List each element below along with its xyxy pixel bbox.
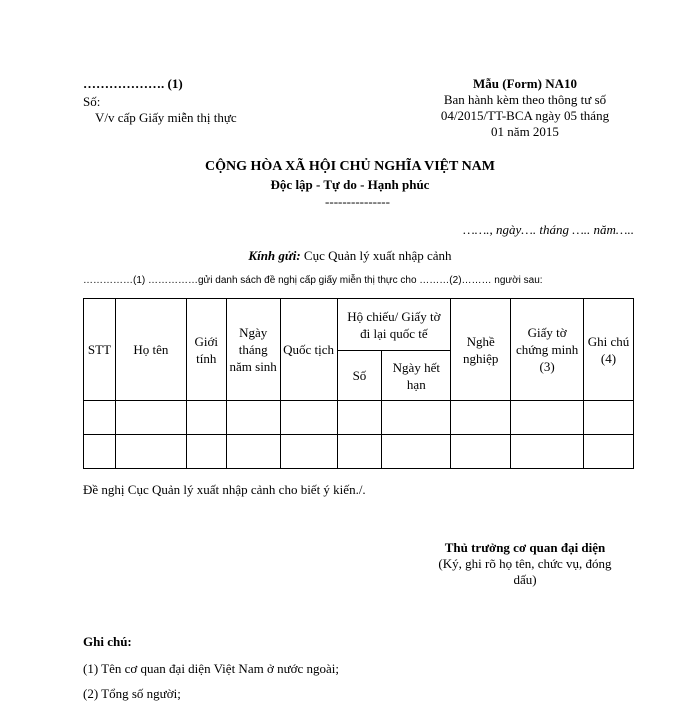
table-cell[interactable]	[337, 401, 382, 435]
table-cell[interactable]	[382, 435, 451, 469]
form-info	[410, 76, 640, 140]
table-row	[84, 435, 634, 469]
table-cell[interactable]	[84, 435, 116, 469]
addressee-label: Kính gửi:	[248, 248, 301, 263]
notes-heading: Ghi chú:	[83, 634, 132, 649]
col-header-passport	[337, 299, 451, 351]
request-line: Đề nghị Cục Quản lý xuất nhập cảnh cho biết ý kiến./.	[83, 482, 366, 497]
note-line-2: (4)	[600, 350, 617, 366]
col-header-name: Họ tên	[115, 299, 186, 401]
table-cell[interactable]	[186, 435, 226, 469]
table-cell[interactable]	[451, 435, 511, 469]
dob-line-3: năm sinh	[229, 359, 277, 374]
proof-line-2: chứng minh	[515, 342, 579, 357]
agency-placeholder: ………………. (1)	[83, 76, 183, 91]
col-header-note	[584, 299, 634, 401]
occupation-line-1: Nghề	[466, 333, 495, 349]
table-cell[interactable]	[337, 435, 382, 469]
table-cell[interactable]	[186, 401, 226, 435]
expiry-line-1: Ngày hết	[392, 359, 440, 375]
dob-line-1: Ngày	[239, 325, 268, 340]
col-header-expiry	[382, 351, 451, 401]
passport-line-2: đi lại quốc tế	[360, 325, 428, 341]
gender-line-2: tính	[196, 350, 217, 366]
occupation-line-2: nghiệp	[463, 350, 499, 366]
table-cell[interactable]	[84, 401, 116, 435]
table-cell[interactable]	[382, 401, 451, 435]
issued-line-3: 01 năm 2015	[491, 124, 559, 139]
signature-block	[425, 540, 625, 588]
dob-line-2: tháng	[238, 342, 268, 357]
document-number-label: Số:	[83, 94, 101, 109]
col-header-dob	[226, 299, 280, 401]
visa-exemption-table	[83, 298, 634, 469]
signature-instruction-1: (Ký, ghi rõ họ tên, chức vụ, đóng	[438, 556, 612, 571]
col-header-occupation	[451, 299, 511, 401]
col-header-gender	[186, 299, 226, 401]
issued-line-2: 04/2015/TT-BCA ngày 05 tháng	[440, 108, 610, 123]
table-cell[interactable]	[226, 435, 280, 469]
table-cell[interactable]	[511, 401, 584, 435]
intro-line: ……………(1) ……………gửi danh sách đề nghị cấp giấy miễn thị thực cho ………(2)……… người sau:	[83, 275, 543, 286]
note-line-1: Ghi chú	[587, 333, 630, 349]
proof-line-1: Giấy tờ	[527, 325, 567, 340]
addressee	[0, 248, 700, 264]
table-cell[interactable]	[115, 401, 186, 435]
table-cell[interactable]	[226, 401, 280, 435]
table-cell[interactable]	[511, 435, 584, 469]
col-header-proof	[511, 299, 584, 401]
motto-rule: ---------------	[325, 194, 390, 209]
table-cell[interactable]	[115, 435, 186, 469]
signature-title: Thủ trưởng cơ quan đại diện	[444, 540, 606, 555]
national-motto: Độc lập - Tự do - Hạnh phúc	[270, 177, 430, 192]
expiry-line-2: hạn	[406, 376, 426, 392]
date-line: ……., ngày…. tháng ….. năm…..	[463, 222, 634, 237]
addressee-value: Cục Quản lý xuất nhập cảnh	[303, 248, 452, 263]
note-item-2: (2) Tổng số người;	[83, 686, 181, 701]
issued-line-1: Ban hành kèm theo thông tư số	[443, 92, 607, 107]
table-cell[interactable]	[584, 435, 634, 469]
table-cell[interactable]	[280, 435, 337, 469]
proof-line-3: (3)	[539, 359, 555, 374]
form-title: Mẫu (Form) NA10	[473, 76, 577, 91]
table-cell[interactable]	[280, 401, 337, 435]
table-cell[interactable]	[584, 401, 634, 435]
passport-line-1: Hộ chiếu/ Giấy tờ	[347, 308, 441, 324]
col-header-passport-number: Số	[337, 351, 382, 401]
signature-instruction-2: dấu)	[513, 572, 537, 587]
table-cell[interactable]	[451, 401, 511, 435]
col-header-stt: STT	[84, 299, 116, 401]
note-item-1: (1) Tên cơ quan đại diện Việt Nam ở nước ngoài;	[83, 661, 340, 676]
document-subject: V/v cấp Giấy miễn thị thực	[95, 110, 237, 125]
gender-line-1: Giới	[194, 333, 218, 349]
national-title: CỘNG HÒA XÃ HỘI CHỦ NGHĨA VIỆT NAM	[204, 159, 495, 174]
col-header-nationality: Quốc tịch	[280, 299, 337, 401]
table-row	[84, 401, 634, 435]
